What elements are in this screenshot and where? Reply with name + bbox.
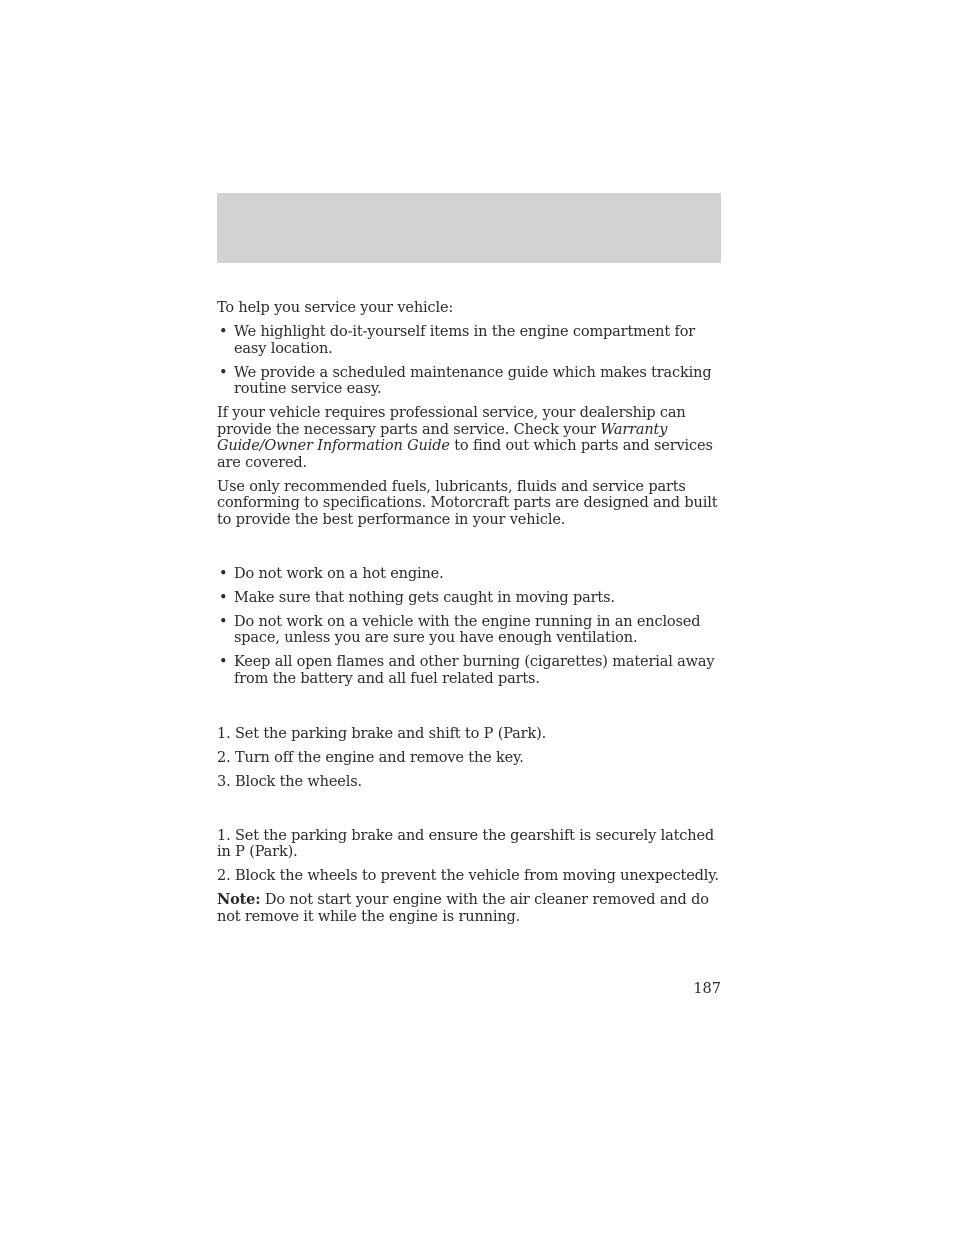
list-item: [217, 654, 721, 687]
list-item: [217, 365, 721, 398]
engine-on-steps: [217, 828, 721, 885]
bullet-icon: •: [219, 654, 228, 670]
bullet-icon: •: [219, 589, 228, 606]
step-item: 2. Turn off the engine and remove the key.: [217, 749, 524, 766]
professional-text-before: If your vehicle requires professional service, your dealership can provide the necessary parts and service. Check your: [217, 405, 686, 438]
intro-lead: To help you service your vehicle:: [217, 300, 454, 316]
note-paragraph: [217, 892, 721, 925]
section-spacer: [217, 695, 721, 726]
list-item-text: Keep all open flames and other burning (cigarettes) material away from the battery and all fuel related parts.: [234, 654, 715, 687]
page-number: 187: [693, 981, 721, 997]
warranty-guide-title: Warranty Guide/Owner Information Guide: [217, 421, 668, 454]
list-item-text: Make sure that nothing gets caught in moving parts.: [234, 589, 615, 606]
step-item: 3. Block the wheels.: [217, 773, 362, 790]
section-header-band: [217, 193, 721, 263]
note-text: Do not start your engine with the air cleaner removed and do not remove it while the engine is running.: [217, 892, 709, 925]
list-item: [217, 590, 721, 607]
section-spacer: [217, 798, 721, 828]
list-item-text: We provide a scheduled maintenance guide which makes tracking routine service easy.: [234, 364, 712, 397]
intro-bullet-list: [217, 324, 721, 398]
bullet-icon: •: [219, 565, 228, 582]
list-item-text: We highlight do-it-yourself items in the engine compartment for easy location.: [234, 324, 696, 357]
list-item: [217, 614, 721, 647]
bullet-icon: •: [219, 613, 228, 630]
list-item: [217, 324, 721, 357]
list-item: [217, 566, 721, 583]
section-spacer: [217, 536, 721, 566]
list-item-text: Do not work on a hot engine.: [234, 565, 444, 582]
bullet-icon: •: [219, 324, 228, 340]
note-label: Note:: [217, 891, 261, 908]
page-content: [217, 300, 721, 933]
bullet-icon: •: [219, 364, 228, 381]
professional-service-paragraph: [217, 405, 721, 471]
parts-paragraph: Use only recommended fuels, lubricants, fluids and service parts conforming to specifications. Motorcraft parts are designed and built to provide the best performance in your vehicle.: [217, 478, 718, 528]
precautions-list: [217, 566, 721, 688]
step-item: 1. Set the parking brake and ensure the gearshift is securely latched in P (Park).: [217, 827, 715, 860]
list-item-text: Do not work on a vehicle with the engine running in an enclosed space, unless you are sure you have enough ventilation.: [234, 613, 701, 646]
professional-text-after: to find out which parts and services are covered.: [217, 438, 713, 471]
engine-off-steps: [217, 726, 721, 791]
step-item: 2. Block the wheels to prevent the vehicle from moving unexpectedly.: [217, 868, 719, 884]
step-item: 1. Set the parking brake and shift to P (Park).: [217, 725, 547, 742]
